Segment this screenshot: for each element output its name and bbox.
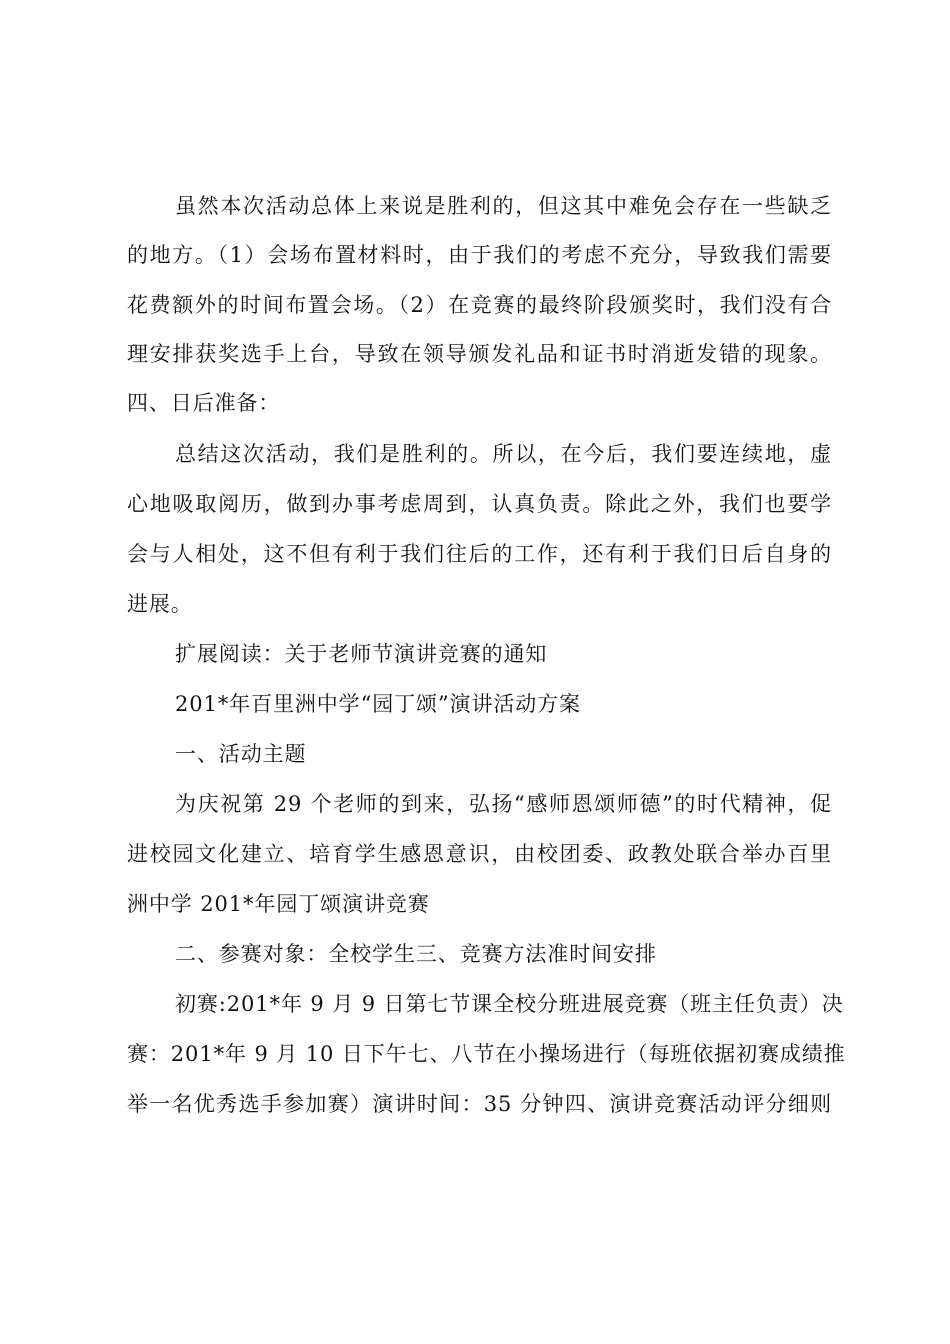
paragraph-line: 虽然本次活动总体上来说是胜利的，但这其中难免会存在一些缺乏 <box>175 194 832 218</box>
paragraph-line: 理安排获奖选手上台，导致在领导颁发礼品和证书时消逝发错的现象。 <box>127 342 832 366</box>
paragraph-line: 洲中学 201*年园丁颂演讲竞赛 <box>127 892 430 916</box>
paragraph-line: 心地吸取阅历，做到办事考虑周到，认真负责。除此之外，我们也要学 <box>127 492 832 516</box>
section-heading: 一、活动主题 <box>175 742 307 766</box>
paragraph-line: 进展。 <box>127 592 193 616</box>
paragraph-line: 初赛:201*年 9 月 9 日第七节课全校分班进展竞赛（班主任负责）决 <box>175 992 844 1016</box>
paragraph-line: 进校园文化建立、培育学生感恩意识，由校团委、政教处联合举办百里 <box>127 842 832 866</box>
section-heading: 四、日后准备： <box>127 391 281 415</box>
paragraph-line: 总结这次活动，我们是胜利的。所以，在今后，我们要连续地，虚 <box>175 442 832 466</box>
extended-reading-heading: 扩展阅读：关于老师节演讲竞赛的通知 <box>175 642 548 666</box>
paragraph-line: 举一名优秀选手参加赛）演讲时间：35 分钟四、演讲竞赛活动评分细则 <box>127 1092 832 1116</box>
paragraph-line: 花费额外的时间布置会场。（2）在竞赛的最终阶段颁奖时，我们没有合 <box>127 293 832 317</box>
paragraph-line: 会与人相处，这不但有利于我们往后的工作，还有利于我们日后自身的 <box>127 542 832 566</box>
plan-title: 201*年百里洲中学“园丁颂”演讲活动方案 <box>175 692 581 716</box>
section-heading: 二、参赛对象：全校学生三、竞赛方法准时间安排 <box>175 942 657 966</box>
paragraph-line: 的地方。（1）会场布置材料时，由于我们的考虑不充分，导致我们需要 <box>127 243 832 267</box>
paragraph-line: 赛：201*年 9 月 10 日下午七、八节在小操场进行（每班依据初赛成绩推 <box>127 1042 846 1066</box>
paragraph-line: 为庆祝第 29 个老师的到来，弘扬“感师恩颂师德”的时代精神，促 <box>175 792 832 816</box>
